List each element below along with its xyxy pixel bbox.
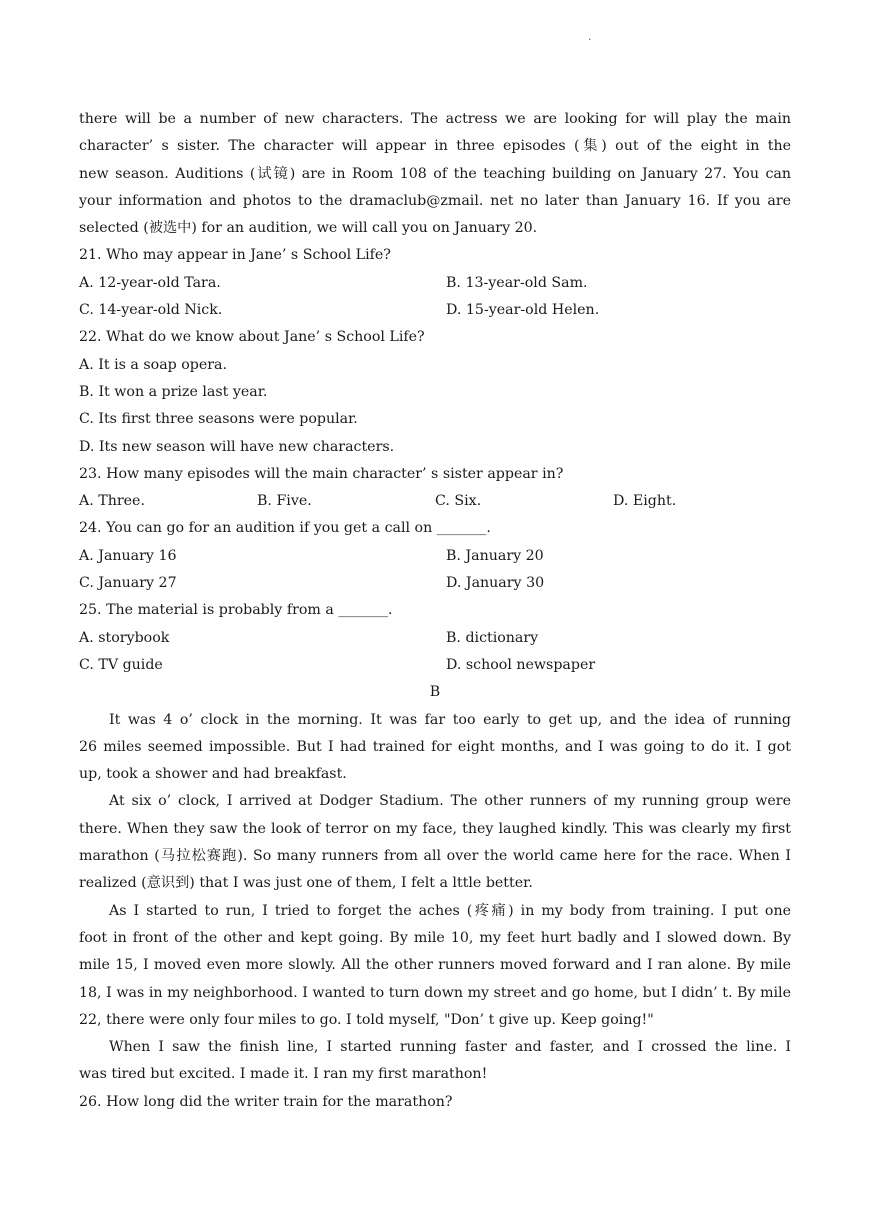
option-b: B. It won a prize last year. <box>79 383 268 400</box>
option-d: D. Eight. <box>613 493 677 510</box>
passage-line: selected (被选中) for an audition, we will call you on January 20. <box>79 220 538 237</box>
option-b: B. January 20 <box>446 547 544 564</box>
passage-a-tail <box>79 106 791 242</box>
question-21 <box>79 242 791 324</box>
option-b: B. Five. <box>257 493 312 510</box>
passage-line: marathon (马拉松赛跑). So many runners from all over the world came here for the race. When I <box>79 848 791 865</box>
passage-line: It was 4 o’ clock in the morning. It was far too early to get up, and the idea of running <box>109 711 791 728</box>
option-row <box>79 488 791 515</box>
passage-b <box>79 707 791 1089</box>
section-b-title: B <box>429 684 441 701</box>
option-c: C. Its first three seasons were popular. <box>79 411 358 428</box>
option-d: D. 15-year-old Helen. <box>446 302 600 319</box>
question-23 <box>79 461 791 516</box>
question-25 <box>79 597 791 679</box>
paragraph <box>79 898 791 1034</box>
option-b: B. 13-year-old Sam. <box>446 274 588 291</box>
passage-line: up, took a shower and had breakfast. <box>79 766 347 783</box>
passage-line: character’ s sister. The character will appear in three episodes (集) out of the eight in the <box>79 138 791 155</box>
paragraph <box>79 707 791 789</box>
question-stem: 21. Who may appear in Jane’ s School Life? <box>79 247 391 264</box>
option-row <box>79 570 791 597</box>
document-page <box>79 106 791 1116</box>
passage-line: mile 15, I moved even more slowly. All the other runners moved forward and I ran alone. By mile <box>79 957 791 974</box>
option-d: D. January 30 <box>446 575 545 592</box>
option-a: A. It is a soap opera. <box>79 356 228 373</box>
option-c: C. 14-year-old Nick. <box>79 302 223 319</box>
question-26-stem: 26. How long did the writer train for the marathon? <box>79 1093 453 1110</box>
passage-line: When I saw the finish line, I started running faster and faster, and I crossed the line. I <box>109 1039 791 1056</box>
option-a: A. Three. <box>79 493 145 510</box>
passage-line: there will be a number of new characters. The actress we are looking for will play the main <box>79 111 791 127</box>
passage-line: 22, there were only four miles to go. I told myself, "Don’ t give up. Keep going!" <box>79 1011 654 1028</box>
question-stem: 25. The material is probably from a _______. <box>79 602 393 619</box>
option-a: A. storybook <box>79 629 170 646</box>
option-b: B. dictionary <box>446 629 539 646</box>
option-row <box>79 652 791 679</box>
option-row <box>79 297 791 324</box>
option-row <box>79 543 791 570</box>
question-22 <box>79 324 791 460</box>
passage-line: realized (意识到) that I was just one of them, I felt a lttle better. <box>79 875 533 892</box>
passage-line: your information and photos to the dramaclub@zmail. net no later than January 16. If you are <box>79 192 791 209</box>
question-stem: 24. You can go for an audition if you get a call on _______. <box>79 520 491 537</box>
passage-line: As I started to run, I tried to forget the aches (疼痛) in my body from training. I put one <box>109 902 791 919</box>
passage-line: was tired but excited. I made it. I ran my first marathon! <box>79 1066 488 1083</box>
question-stem: 23. How many episodes will the main character’ s sister appear in? <box>79 465 564 482</box>
header-mark: . <box>588 30 592 43</box>
option-a: A. January 16 <box>79 547 177 564</box>
paragraph <box>79 1034 791 1089</box>
passage-line: there. When they saw the look of terror on my face, they laughed kindly. This was clearly my first <box>79 820 791 837</box>
option-row <box>79 625 791 652</box>
option-d: D. Its new season will have new characters. <box>79 438 395 455</box>
option-d: D. school newspaper <box>446 656 596 673</box>
option-c: C. Six. <box>435 493 482 510</box>
option-row <box>79 270 791 297</box>
option-a: A. 12-year-old Tara. <box>79 274 221 291</box>
passage-line: new season. Auditions (试镜) are in Room 108 of the teaching building on January 27. You can <box>79 165 791 182</box>
question-stem: 22. What do we know about Jane’ s School Life? <box>79 329 425 346</box>
question-24 <box>79 515 791 597</box>
passage-line: foot in front of the other and kept going. By mile 10, my feet hurt badly and I slowed down. By <box>79 929 791 946</box>
passage-line: 26 miles seemed impossible. But I had trained for eight months, and I was going to do it. I got <box>79 738 791 755</box>
option-c: C. TV guide <box>79 656 163 673</box>
option-c: C. January 27 <box>79 575 177 592</box>
passage-line: At six o’ clock, I arrived at Dodger Stadium. The other runners of my running group were <box>109 793 791 810</box>
passage-line: 18, I was in my neighborhood. I wanted to turn down my street and go home, but I didn’ t. By mile <box>79 984 791 1001</box>
paragraph <box>79 788 791 897</box>
